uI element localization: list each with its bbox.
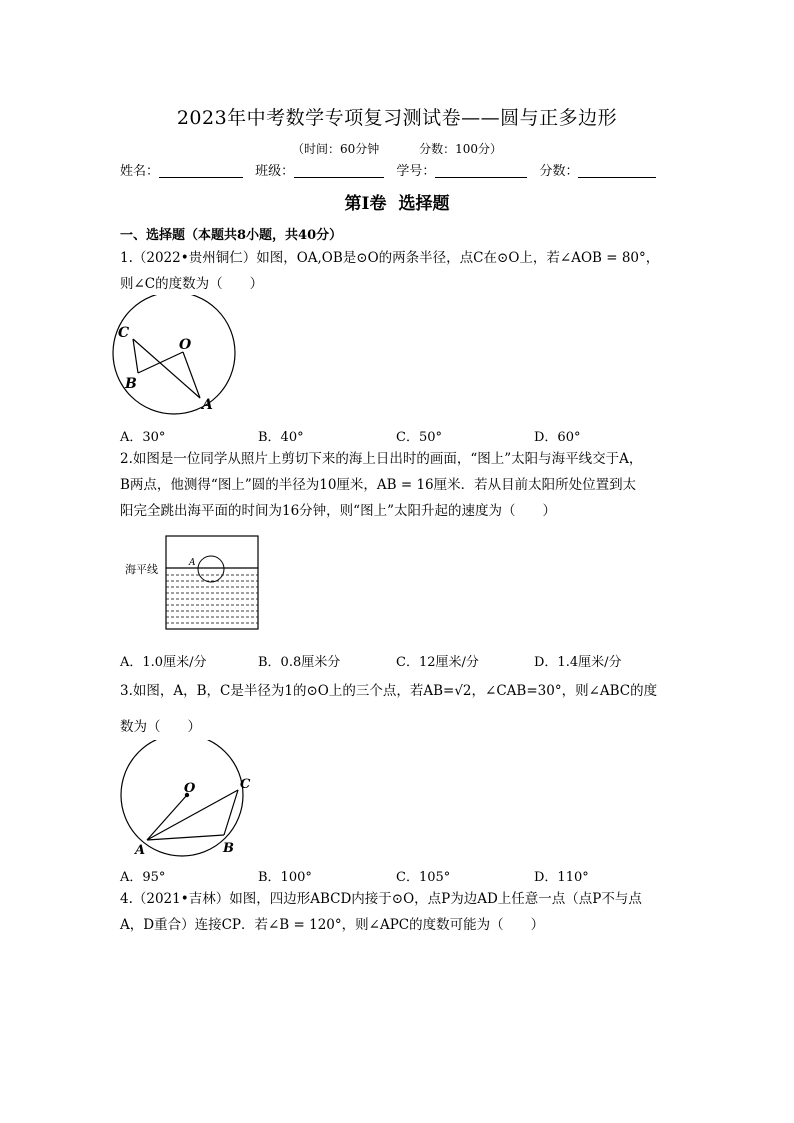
- figure-2-sunrise: [125, 535, 265, 635]
- q3-option-b[interactable]: B．100°: [258, 870, 312, 885]
- grade-label: 分数：: [539, 164, 579, 179]
- q3-option-c[interactable]: C．105°: [396, 870, 451, 885]
- total-score: 分数：100分）: [419, 142, 502, 156]
- question-3: [120, 678, 680, 740]
- exam-meta: [0, 140, 794, 157]
- question-4: [120, 886, 680, 938]
- question-1: [120, 245, 680, 297]
- fig3-label-c: C: [240, 777, 251, 792]
- q1-option-d[interactable]: D．60°: [534, 430, 581, 445]
- question-3-line-1: 3.如图，A，B，C是半径为1的⊙O上的三个点，若AB=√2，∠CAB=30°，则∠ABC的度: [120, 683, 658, 699]
- q3-option-d[interactable]: D．110°: [534, 870, 589, 885]
- question-2-line-2: B两点，他测得“图上”圆的半径为10厘米，AB = 16厘米．若从目前太阳所处位置到太: [120, 477, 637, 493]
- q3-option-a[interactable]: A．95°: [120, 870, 166, 885]
- q2-option-a[interactable]: A．1.0厘米/分: [120, 655, 207, 670]
- fig3-label-a: A: [135, 843, 146, 858]
- part-title: 一、选择题（本题共8小题，共40分）: [120, 228, 343, 243]
- section-title: 第Ⅰ卷 选择题: [344, 194, 450, 214]
- fig1-label-a: A: [202, 397, 213, 413]
- question-1-line-2: 则∠C的度数为（ ）: [120, 276, 264, 292]
- q1-option-a[interactable]: A．30°: [120, 430, 166, 445]
- grade-blank[interactable]: [578, 163, 656, 178]
- time-limit: （时间：60分钟: [291, 142, 380, 156]
- page-title: 2023年中考数学专项复习测试卷——圆与正多边形: [176, 107, 618, 129]
- q1-option-b[interactable]: B．40°: [258, 430, 304, 445]
- fig3-label-o: O: [184, 781, 196, 796]
- class-label: 班级：: [255, 164, 295, 179]
- id-blank[interactable]: [435, 163, 527, 178]
- question-4-line-2: A，D重合）连接CP．若∠B = 120°，则∠APC的度数可能为（ ）: [120, 917, 545, 933]
- question-4-line-1: 4.（2021•吉林）如图，四边形ABCD内接于⊙O，点P为边AD上任意一点（点P不与点: [120, 891, 642, 907]
- q2-option-b[interactable]: B．0.8厘米分: [258, 655, 341, 670]
- question-3-line-2: 数为（ ）: [120, 719, 201, 735]
- figure-3-circle: [115, 740, 255, 862]
- question-2-line-3: 阳完全跳出海平面的时间为16分钟，则“图上”太阳升起的速度为（ ）: [120, 503, 556, 519]
- question-2-line-1: 2.如图是一位同学从照片上剪切下来的海上日出时的画面，“图上”太阳与海平线交于A，: [120, 451, 643, 467]
- question-2: [120, 446, 680, 524]
- q2-option-c[interactable]: C．12厘米/分: [396, 655, 479, 670]
- fig1-label-o: O: [179, 337, 192, 353]
- sea-level-label: 海平线: [125, 563, 158, 576]
- q2-option-d[interactable]: D．1.4厘米/分: [534, 655, 622, 670]
- fig3-label-b: B: [223, 841, 234, 856]
- q1-option-c[interactable]: C．50°: [396, 430, 442, 445]
- student-info-row: [120, 160, 664, 179]
- fig1-label-b: B: [125, 376, 137, 392]
- name-label: 姓名：: [120, 164, 160, 179]
- fig1-label-c: C: [118, 325, 130, 341]
- question-1-line-1: 1.（2022•贵州铜仁）如图，OA,OB是⊙O的两条半径，点C在⊙O上，若∠AOB = 80°，: [120, 250, 660, 266]
- id-label: 学号：: [396, 164, 436, 179]
- name-blank[interactable]: [159, 163, 243, 178]
- figure-1-circle: [110, 295, 250, 415]
- class-blank[interactable]: [294, 163, 384, 178]
- fig2-label-a: A: [189, 558, 196, 568]
